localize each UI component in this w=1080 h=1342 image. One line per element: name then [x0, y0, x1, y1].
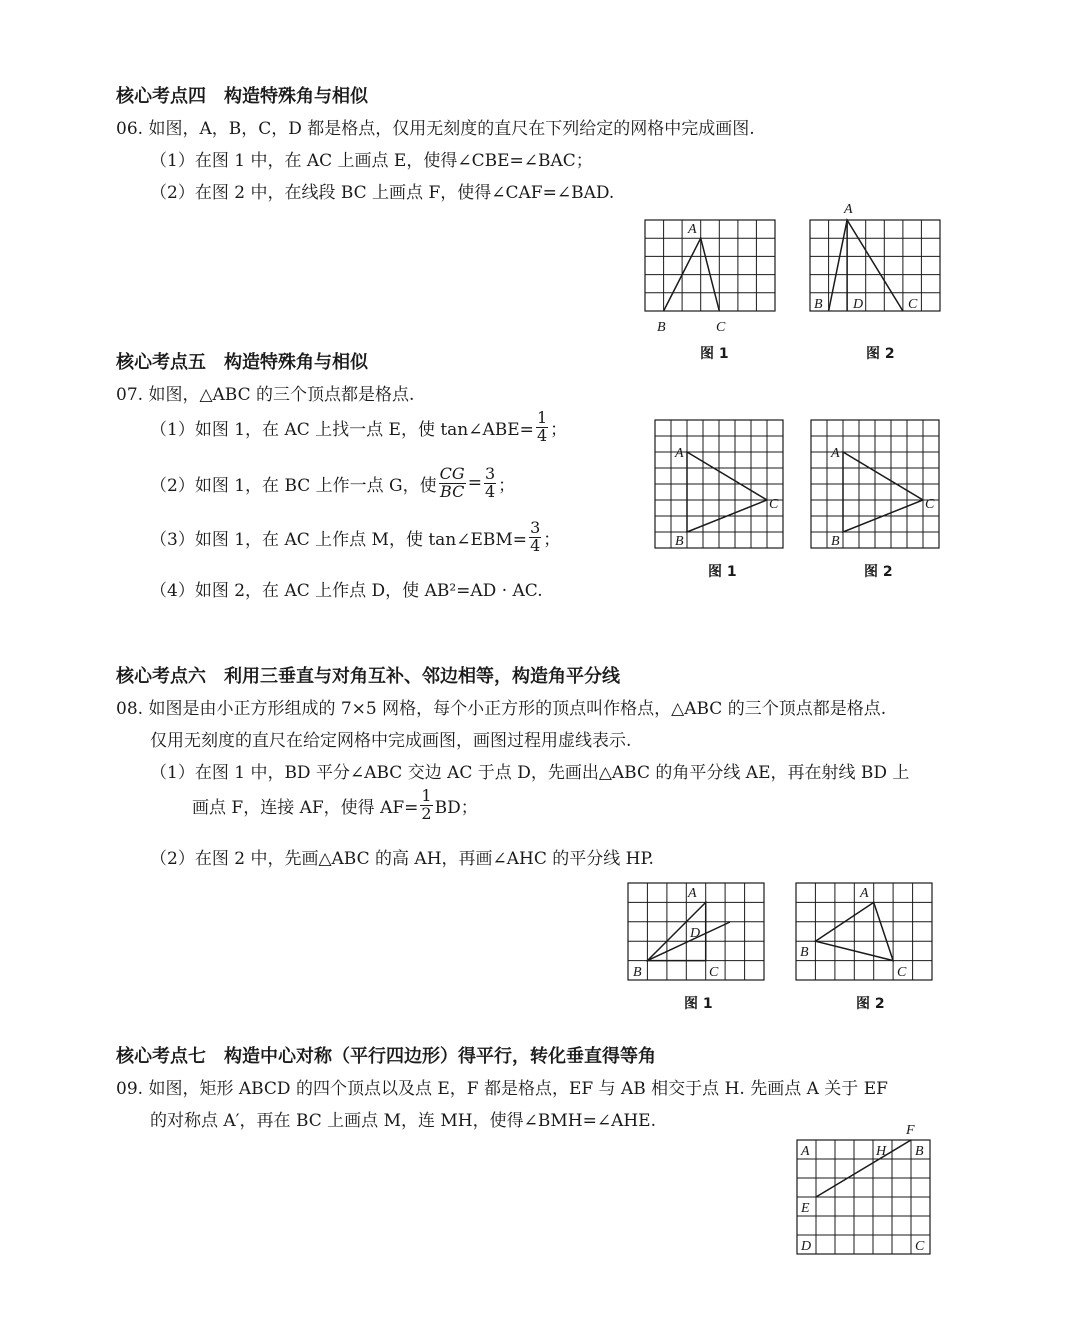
- q06-fig1-label-a: A: [688, 222, 697, 237]
- q09-label-e: E: [801, 1201, 810, 1216]
- q06-fig1-label-b: B: [657, 320, 666, 335]
- q06-part1: （1）在图 1 中，在 AC 上画点 E，使得∠CBE=∠BAC；: [150, 151, 593, 171]
- q08-fig2-label-c: C: [897, 965, 907, 980]
- q06-fig2-label-c: C: [908, 297, 918, 312]
- q07-part2-fraction-cg-bc: [439, 466, 466, 501]
- q06-fig1-label-c: C: [716, 320, 726, 335]
- q08-fig1-label-b: B: [633, 965, 642, 980]
- q06-fig2-label-d: D: [853, 297, 864, 312]
- q08-fig2-label-a: A: [860, 886, 869, 901]
- q07-part2: [150, 466, 515, 501]
- q07-part3-fraction: [529, 520, 541, 555]
- q07-part1-fraction: [536, 410, 548, 445]
- q06-fig2-caption: 图 2: [866, 346, 895, 362]
- fraction-denominator: 4: [484, 481, 496, 501]
- q06-figures: [630, 200, 950, 370]
- q09-label-c: C: [915, 1239, 925, 1254]
- q07-part1-end: ；: [550, 419, 568, 440]
- q07-part1-text: （1）如图 1，在 AC 上找一点 E，使 tan∠ABE=: [150, 419, 534, 440]
- q09-stem-line2: 的对称点 A′，再在 BC 上画点 M，连 MH，使得∠BMH=∠AHE.: [150, 1111, 656, 1131]
- fraction-denominator: 4: [530, 535, 541, 555]
- fraction-denominator: 2: [421, 803, 432, 823]
- q07-fig1-label-a: A: [675, 446, 684, 461]
- q07-figures: [650, 415, 950, 590]
- q09-figure: [780, 1120, 950, 1260]
- q08-fig1-label-d: D: [690, 926, 701, 941]
- q08-fig2-caption: 图 2: [856, 996, 885, 1012]
- q07-fig2-triangle: [843, 452, 923, 532]
- q08-fig2-label-b: B: [800, 945, 809, 960]
- q07-fig2-grid: [811, 420, 939, 548]
- fraction-denominator: BC: [440, 481, 465, 501]
- section-5-heading: 核心考点五 构造特殊角与相似: [116, 352, 368, 373]
- q08-part2: （2）在图 2 中，先画△ABC 的高 AH，再画∠AHC 的平分线 HP.: [150, 849, 654, 869]
- section-7-heading: 核心考点七 构造中心对称（平行四边形）得平行，转化垂直得等角: [116, 1046, 656, 1067]
- fraction-numerator: 3: [484, 464, 496, 483]
- q08-part1-fraction: [420, 788, 432, 823]
- q08-fig1-label-c: C: [709, 965, 719, 980]
- q07-fig1-label-b: B: [675, 534, 684, 549]
- section-6-heading: 核心考点六 利用三垂直与对角互补、邻边相等，构造角平分线: [116, 666, 620, 687]
- q08-part1-line2-end: BD；: [434, 797, 478, 818]
- q09-stem: 09. 如图，矩形 ABCD 的四个顶点以及点 E，F 都是格点，EF 与 AB 相交于点 H. 先画点 A 关于 EF: [116, 1079, 888, 1099]
- q08-stem-line2: 仅用无刻度的直尺在给定网格中完成画图，画图过程用虚线表示.: [150, 731, 632, 751]
- q07-part2-fraction: [484, 466, 496, 501]
- q09-label-f: F: [906, 1123, 915, 1138]
- q07-fig2-label-c: C: [925, 497, 935, 512]
- q06-part2: （2）在图 2 中，在线段 BC 上画点 F，使得∠CAF=∠BAD.: [150, 183, 615, 203]
- q08-stem: 08. 如图是由小正方形组成的 7×5 网格，每个小正方形的顶点叫作格点，△ABC 的三个顶点都是格点.: [116, 699, 887, 719]
- q07-part2-equals: =: [467, 473, 482, 494]
- section-4-heading: 核心考点四 构造特殊角与相似: [116, 86, 368, 107]
- q08-part1: （1）在图 1 中，BD 平分∠ABC 交边 AC 于点 D，先画出△ABC 的角平分线 AE，再在射线 BD 上: [150, 763, 910, 783]
- q07-stem: 07. 如图，△ABC 的三个顶点都是格点.: [116, 385, 415, 405]
- q07-part3: [150, 520, 560, 555]
- q07-fig1-caption: 图 1: [708, 564, 737, 580]
- q07-part3-end: ；: [543, 529, 561, 550]
- q07-part2-text: （2）如图 1，在 BC 上作一点 G，使: [150, 475, 437, 496]
- q07-fig1-grid: [655, 420, 783, 548]
- q06-stem: 06. 如图，A，B，C，D 都是格点，仅用无刻度的直尺在下列给定的网格中完成画图.: [116, 119, 755, 139]
- q07-fig2-caption: 图 2: [864, 564, 893, 580]
- q07-fig2-label-a: A: [831, 446, 840, 461]
- q07-part4: （4）如图 2，在 AC 上作点 D，使 AB²=AD · AC.: [150, 581, 543, 601]
- q08-part1-line2: [192, 788, 478, 823]
- q06-fig2-label-b: B: [814, 297, 823, 312]
- q06-fig1-caption: 图 1: [700, 346, 729, 362]
- q07-fig1-triangle: [687, 452, 767, 532]
- q07-fig1-label-c: C: [769, 497, 779, 512]
- q06-fig1-grid: [645, 220, 775, 311]
- q09-label-a: A: [801, 1144, 810, 1159]
- q07-fig2-label-b: B: [831, 534, 840, 549]
- q07-part3-text: （3）如图 1，在 AC 上作点 M，使 tan∠EBM=: [150, 529, 528, 550]
- q08-part1-line2-text: 画点 F，连接 AF，使得 AF=: [192, 797, 419, 818]
- fraction-numerator: 1: [536, 408, 548, 427]
- fraction-numerator: CG: [439, 464, 465, 483]
- q08-fig1-caption: 图 1: [684, 996, 713, 1012]
- q08-figures: [620, 875, 950, 985]
- q09-segment-ef: [816, 1140, 911, 1197]
- q07-part2-end: ；: [498, 475, 516, 496]
- q06-fig2-label-a: A: [844, 202, 853, 217]
- q07-part1: [150, 410, 567, 445]
- q09-label-h: H: [876, 1144, 887, 1159]
- q09-label-d: D: [801, 1239, 812, 1254]
- fraction-numerator: 3: [530, 518, 541, 537]
- q09-label-b: B: [915, 1144, 924, 1159]
- fraction-numerator: 1: [421, 786, 432, 805]
- q08-fig1-label-a: A: [688, 886, 697, 901]
- fraction-denominator: 4: [536, 425, 548, 445]
